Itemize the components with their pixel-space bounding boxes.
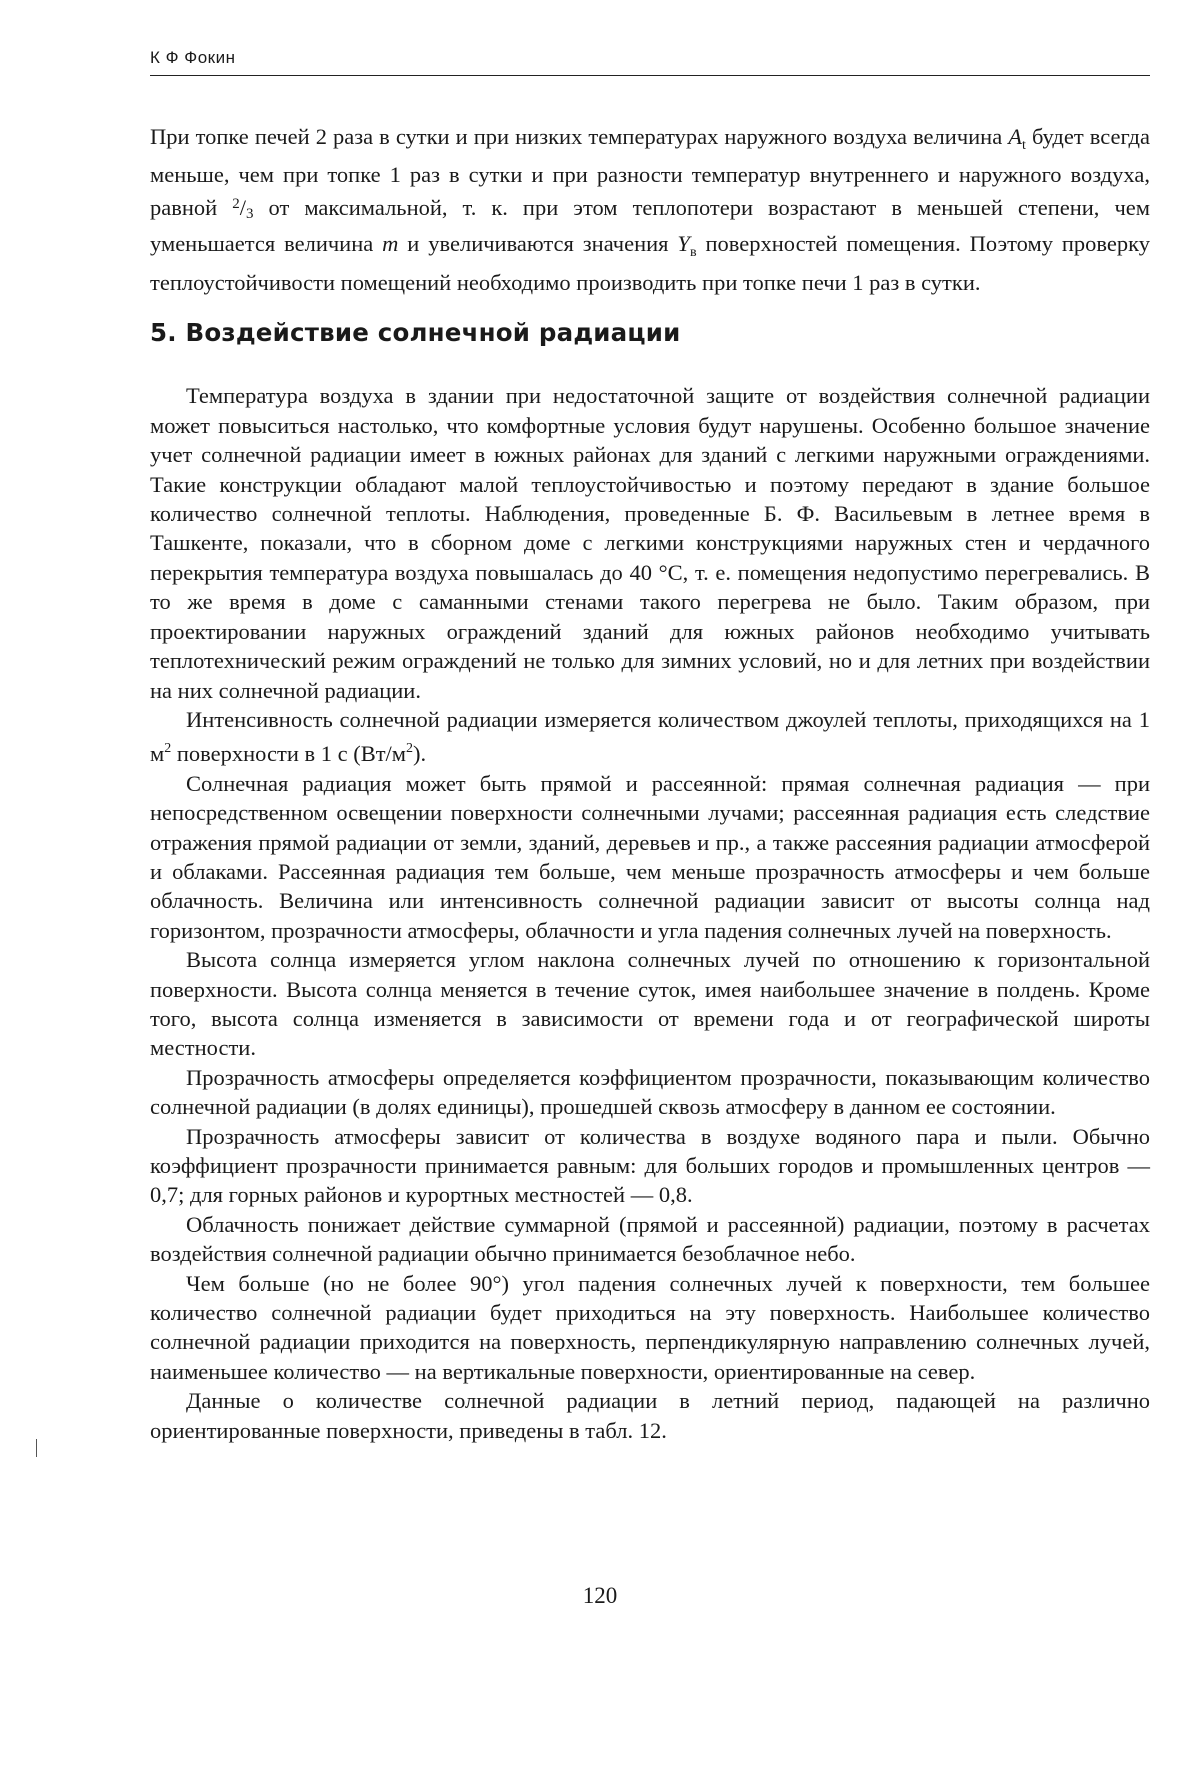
- paragraph-incidence-angle: Чем больше (но не более 90°) угол падения солнечных лучей к поверхности, тем большее количество солнечной радиации будет приходиться на эту поверхность. Наибольшее количество солнечной радиации приходится на поверхность, перпендикулярную направлению солнечных лучей, наименьшее количество — на вертикальные поверхности, ориентированные на север.: [150, 1270, 1150, 1384]
- intro-text-4: и увеличиваются значения: [398, 231, 678, 257]
- paragraph-overheating: Температура воздуха в здании при недостаточной защите от воздействия солнечной радиации может повыситься настолько, что комфортные условия будут нарушены. Особенно большое значение учет солнечной радиации имеет в южных районах для зданий с легкими наружными ограждениями. Такие конструкции обладают малой теплоустойчивостью и поэтому передают в здание большое количество солнечной теплоты. Наблюдения, проведенные Б. Ф. Васильевым в летнее время в Ташкенте, показали, что в сборном доме с легкими конструкциями наружных стен и чердачного перекрытия температура воздуха повышалась до 40 °С, т. е. помещения недопустимо перегревались. В то же время в доме с саманными стенами такого перегрева не было. Таким образом, при проектировании наружных ограждений зданий для южных районов необходимо учитывать теплотехнический режим ограждений не только для зимних условий, но и для летних при воздействии на них солнечной радиации.: [150, 383, 1150, 703]
- header-rule: [150, 75, 1150, 76]
- running-head: К Ф Фокин: [150, 48, 236, 67]
- symbol-m: m: [382, 231, 399, 257]
- intensity-text-3: ).: [413, 741, 427, 767]
- paragraph-transparency-definition: Прозрачность атмосферы определяется коэффициентом прозрачности, показывающим количество солнечной радиации (в долях единицы), прошедшей сквозь атмосферу в данном ее состоянии.: [150, 1064, 1150, 1120]
- symbol-y-subscript: в: [689, 245, 697, 261]
- section-title: 5. Воздействие солнечной радиации: [150, 318, 681, 348]
- superscript-2: 2: [406, 741, 414, 757]
- body-text: [150, 122, 1150, 1445]
- margin-mark: [36, 1439, 37, 1457]
- paragraph-sun-height: Высота солнца измеряется углом наклона солнечных лучей по отношению к горизонтальной поверхности. Высота солнца меняется в течение суток, имея наибольшее значение в полдень. Кроме того, высота солнца изменяется в зависимости от времени года и от географической широты местности.: [150, 947, 1150, 1061]
- superscript-1: 2: [164, 741, 172, 757]
- paragraph-cloudiness: Облачность понижает действие суммарной (прямой и рассеянной) радиации, поэтому в расчетах воздействия солнечной радиации обычно принимается безоблачное небо.: [150, 1211, 1150, 1267]
- intro-paragraph: [150, 122, 1150, 297]
- intensity-text-1: Интенсивность солнечной радиации измеряется количеством джоулей теплоты, приходящихся на 1 м: [150, 706, 1150, 767]
- fraction-numerator: 2: [232, 195, 240, 212]
- paragraph-table-reference: Данные о количестве солнечной радиации в летний период, падающей на различно ориентированные поверхности, приведены в табл. 12.: [150, 1388, 1150, 1443]
- paragraph-intensity: [150, 705, 1150, 769]
- fraction-slash: /: [239, 194, 246, 220]
- paragraph-transparency-values: Прозрачность атмосферы зависит от количества в воздухе водяного пара и пыли. Обычно коэффициент прозрачности принимается равным: для больших городов и промышленных центров — 0,7; для горных районов и курортных местностей — 0,8.: [150, 1123, 1150, 1208]
- intro-text-3: от максимальной, т. к. при этом теплопотери возрастают в меньшей степени, чем уменьшается величина: [150, 194, 1150, 257]
- intro-text-5: поверхностей помещения. Поэтому проверку теплоустойчивости помещений необходимо производить при топке печи 1 раз в сутки.: [150, 231, 1150, 295]
- intensity-text-2: поверхности в 1 с (Вт/м: [171, 741, 407, 767]
- intro-text-1: При топке печей 2 раза в сутки и при низких температурах наружного воздуха величина: [150, 124, 1009, 149]
- fraction-denominator: 3: [246, 205, 254, 222]
- symbol-y: Y: [677, 231, 690, 257]
- symbol-a-subscript: t: [1022, 138, 1026, 153]
- symbol-a: A: [1008, 124, 1023, 149]
- paragraph-direct-diffuse: Солнечная радиация может быть прямой и рассеянной: прямая солнечная радиация — при непосредственном освещении поверхности солнечными лучами; рассеянная радиация есть следствие отражения прямой радиации от земли, зданий, деревьев и пр., а также рассеяния радиации атмосферой и облаками. Рассеянная радиация тем больше, чем меньше прозрачность атмосферы и чем больше облачность. Величина или интенсивность солнечной радиации зависит от высоты солнца над горизонтом, прозрачности атмосферы, облачности и угла падения солнечных лучей на поверхность.: [150, 770, 1150, 943]
- intro-text-2: будет всегда меньше, чем при топке 1 раз в сутки и при разности температур внутреннего и наружного воздуха, равной: [150, 124, 1150, 220]
- page-number: 120: [582, 1583, 618, 1608]
